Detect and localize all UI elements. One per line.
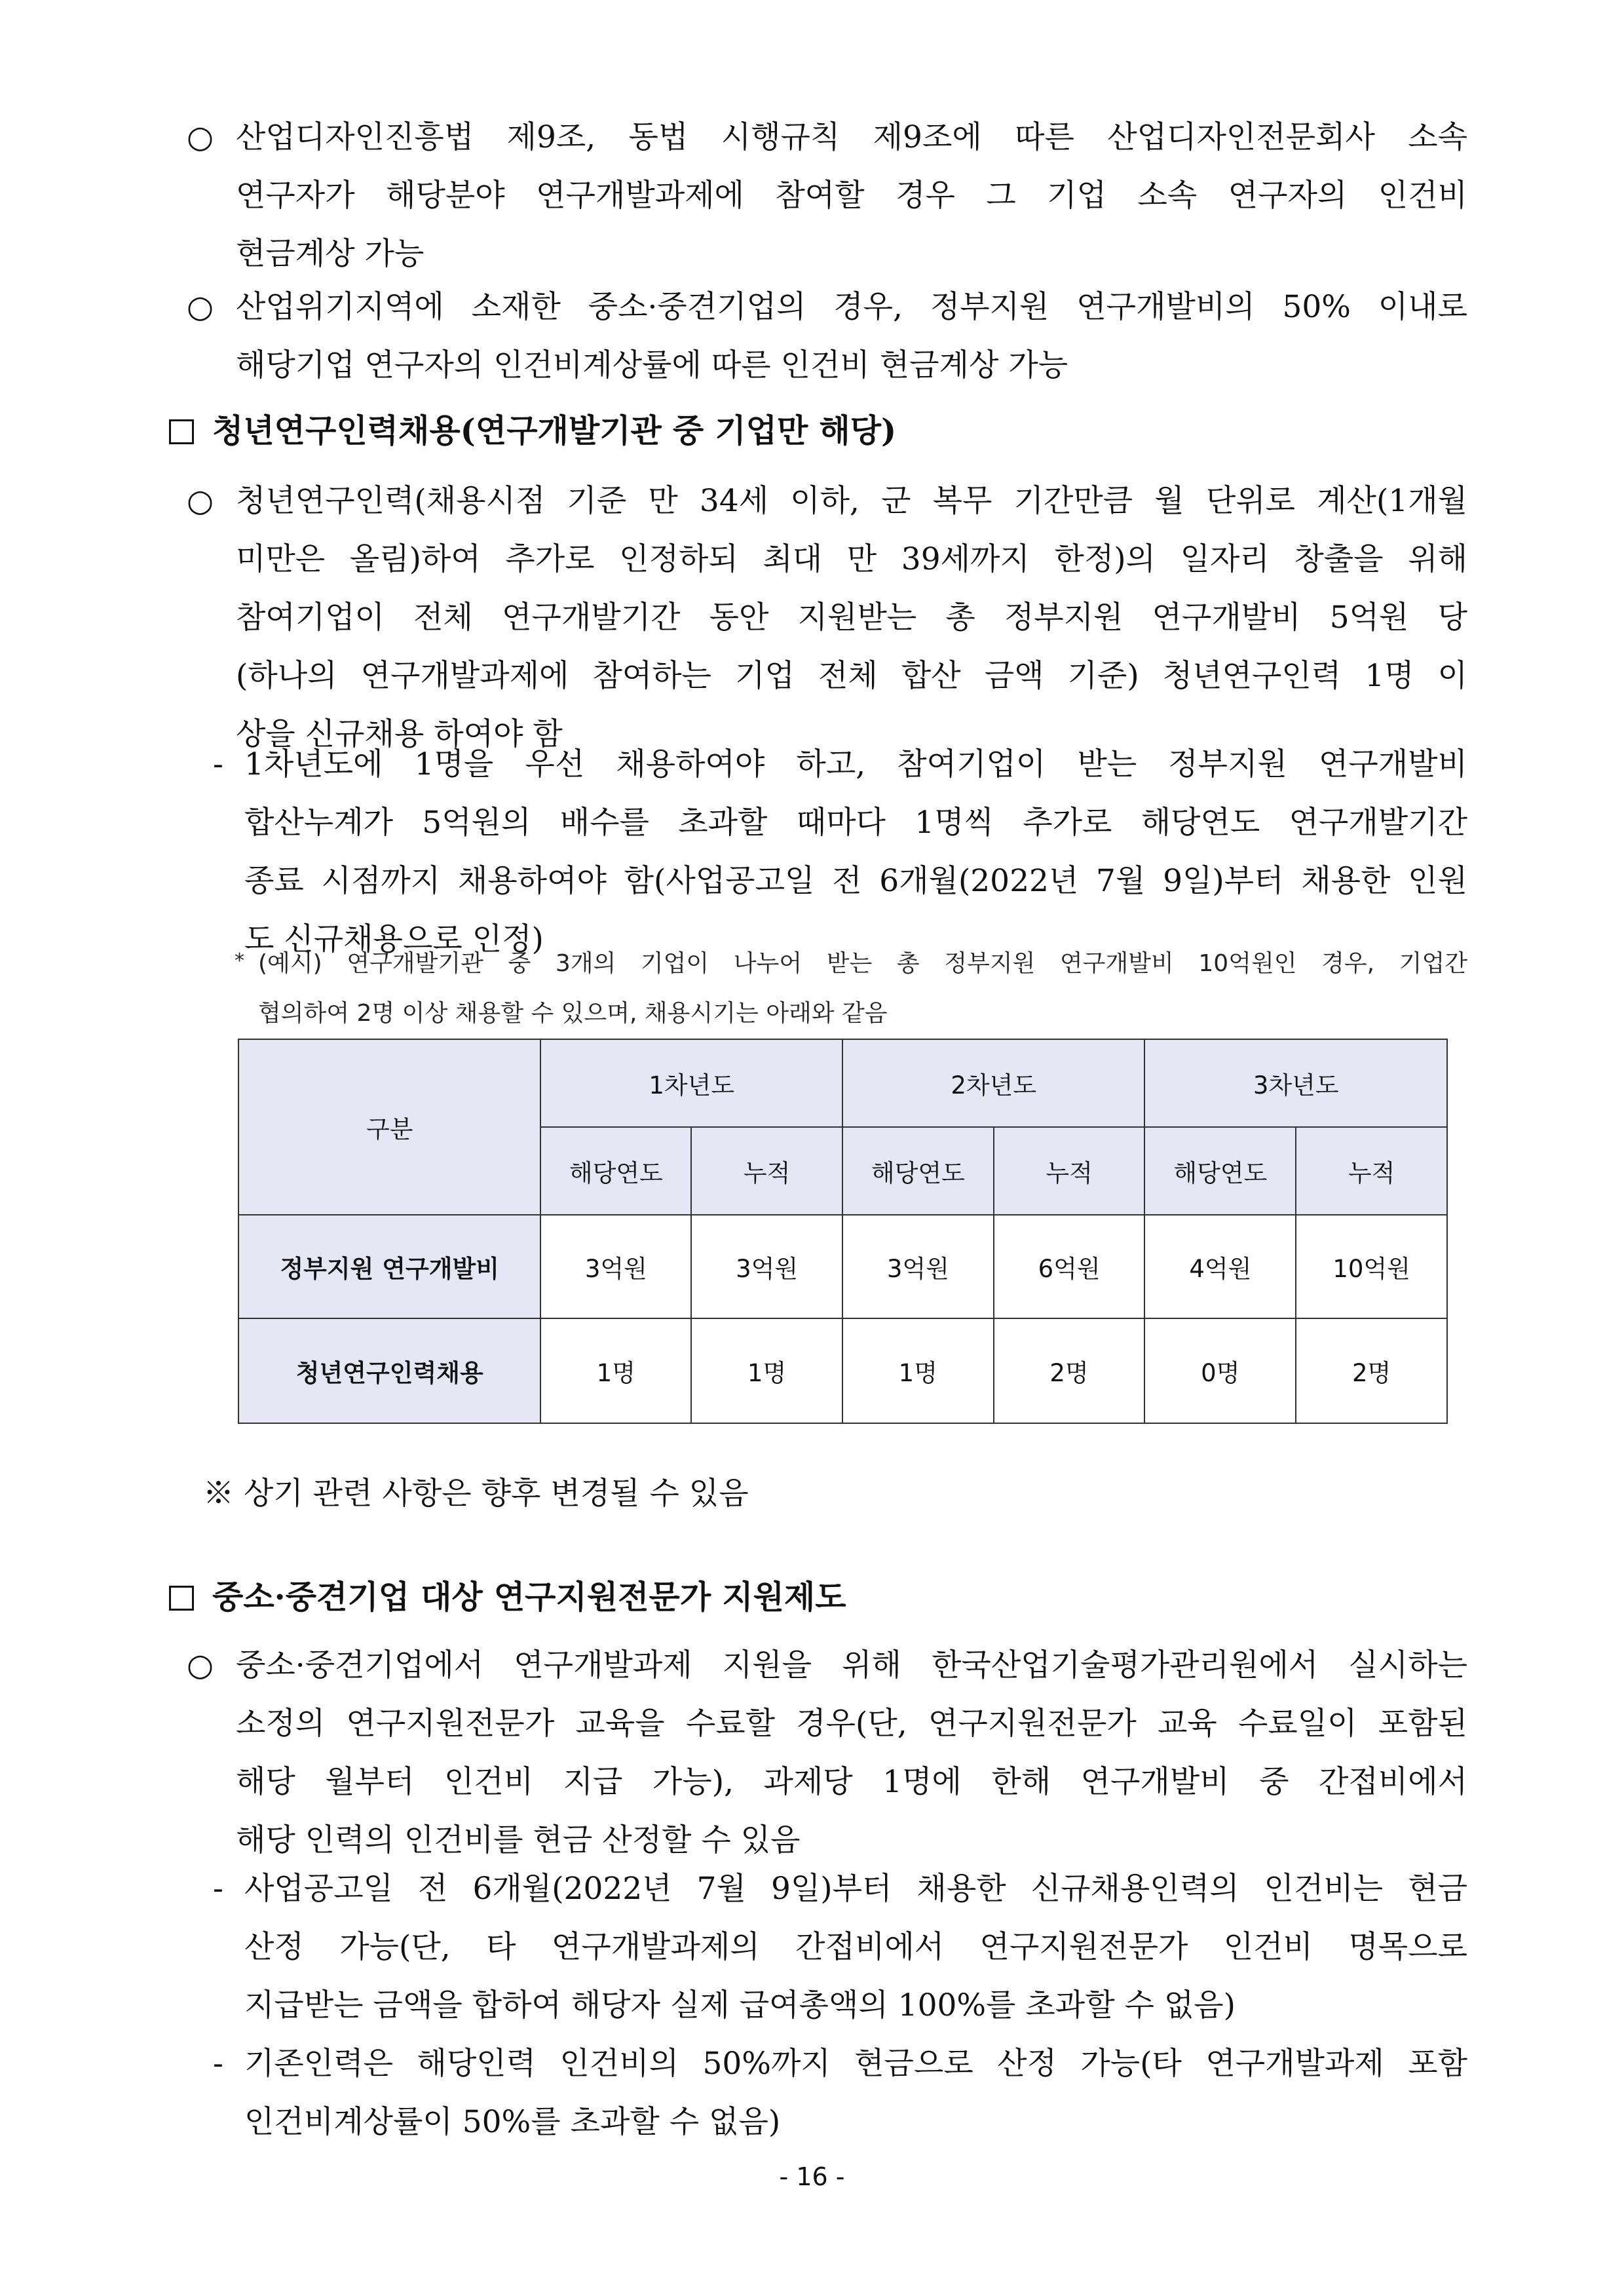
dash-marker: - [213, 2046, 223, 2082]
year-header: 3차년도 [1144, 1039, 1447, 1127]
paragraph-line: 인건비계상률이 50%를 초과할 수 없음) [244, 2104, 781, 2140]
paragraph-line: 기존인력은 해당인력 인건비의 50%까지 현금으로 산정 가능(타 연구개발과제 포함 [244, 2046, 1467, 2082]
checkbox-square-icon [169, 419, 194, 444]
paragraph-line: 해당 월부터 인건비 지급 가능), 과제당 1명에 한해 연구개발비 중 간접비에서 [236, 1764, 1467, 1800]
bullet-marker: ○ [187, 483, 214, 519]
row-label: 청년연구인력채용 [238, 1318, 540, 1423]
youth-hiring-bullet [187, 472, 1467, 763]
paragraph-line: 지급받는 금액을 합하여 해당자 실제 급여총액의 100%를 초과할 수 없음) [244, 1987, 1236, 2023]
heading-text: 중소·중견기업 대상 연구지원전문가 지원제도 [212, 1578, 846, 1616]
dash-marker: - [213, 1871, 223, 1907]
example-note [235, 939, 1467, 1039]
paragraph-line: (하나의 연구개발과제에 참여하는 기업 전체 합산 금액 기준) 청년연구인력 1명 이 [236, 658, 1467, 694]
subheader-current-year: 해당연도 [842, 1127, 994, 1215]
bullet-marker: ○ [187, 119, 214, 155]
paragraph-line: 연구자가 해당분야 연구개발과제에 참여할 경우 그 기업 소속 연구자의 인건비 [236, 178, 1467, 214]
paragraph-line: 종료 시점까지 채용하여야 함(사업공고일 전 6개월(2022년 7월 9일)부터 채용한 인원 [244, 863, 1467, 899]
table-cell: 4억원 [1144, 1215, 1296, 1318]
subheader-cumulative: 누적 [1296, 1127, 1447, 1215]
year-header: 2차년도 [842, 1039, 1145, 1127]
industrial-design-bullet [187, 108, 1467, 283]
sme-new-hire-dash-item [213, 1860, 1467, 2035]
table-cell: 3억원 [842, 1215, 994, 1318]
year-header: 1차년도 [540, 1039, 842, 1127]
table-cell: 2명 [1296, 1318, 1447, 1423]
table-cell: 1명 [691, 1318, 842, 1423]
paragraph-line: 산업위기지역에 소재한 중소·중견기업의 경우, 정부지원 연구개발비의 50% 이내로 [236, 289, 1467, 325]
paragraph-line: 참여기업이 전체 연구개발기간 동안 지원받는 총 정부지원 연구개발비 5억원 당 [236, 600, 1467, 636]
bullet-marker: ○ [187, 289, 214, 325]
table-header-row [238, 1039, 1447, 1127]
youth-hiring-table [238, 1039, 1448, 1424]
sme-support-heading [169, 1574, 846, 1620]
paragraph-line: 해당기업 연구자의 인건비계상률에 따른 인건비 현금계상 가능 [236, 347, 1068, 383]
sme-existing-staff-dash-item [213, 2035, 1467, 2151]
paragraph-line: 현금계상 가능 [236, 236, 425, 272]
row-label: 정부지원 연구개발비 [238, 1215, 540, 1318]
paragraph-line: 소정의 연구지원전문가 교육을 수료할 경우(단, 연구지원전문가 교육 수료일이 포함된 [236, 1706, 1467, 1742]
paragraph-line: 청년연구인력(채용시점 기준 만 34세 이하, 군 복무 기간만큼 월 단위로 계산(1개월 [236, 483, 1467, 519]
paragraph-line: 1차년도에 1명을 우선 채용하여야 하고, 참여기업이 받는 정부지원 연구개발비 [244, 746, 1467, 782]
dash-marker: - [213, 746, 223, 782]
subheader-cumulative: 누적 [691, 1127, 842, 1215]
table-cell: 3억원 [691, 1215, 842, 1318]
note-line: (예시) 연구개발기관 중 3개의 기업이 나누어 받는 총 정부지원 연구개발비 10억원인 경우, 기업간 [258, 950, 1467, 977]
paragraph-line: 중소·중견기업에서 연구개발과제 지원을 위해 한국산업기술평가관리원에서 실시하는 [236, 1647, 1467, 1683]
paragraph-line: 산정 가능(단, 타 연구개발과제의 간접비에서 연구지원전문가 인건비 명목으로 [244, 1929, 1467, 1965]
subheader-cumulative: 누적 [994, 1127, 1145, 1215]
paragraph-line: 미만은 올림)하여 추가로 인정하되 최대 만 39세까지 한정)의 일자리 창출을 위해 [236, 541, 1467, 577]
bullet-marker: ○ [187, 1647, 214, 1683]
table-cell: 2명 [994, 1318, 1145, 1423]
change-notice: ※ 상기 관련 사항은 향후 변경될 수 있음 [203, 1476, 749, 1512]
table-cell: 1명 [842, 1318, 994, 1423]
asterisk-marker: * [235, 949, 244, 972]
sme-support-bullet [187, 1636, 1467, 1869]
table-row [238, 1318, 1447, 1423]
paragraph-line: 해당 인력의 인건비를 현금 산정할 수 있음 [236, 1822, 801, 1858]
table-cell: 10억원 [1296, 1215, 1447, 1318]
table-cell: 0명 [1144, 1318, 1296, 1423]
table-cell: 3억원 [540, 1215, 691, 1318]
note-line: 협의하여 2명 이상 채용할 수 있으며, 채용시기는 아래와 같음 [258, 1000, 888, 1027]
youth-hiring-dash-item [213, 735, 1467, 968]
checkbox-square-icon [169, 1586, 194, 1611]
table-row [238, 1215, 1447, 1318]
youth-hiring-heading [169, 408, 896, 453]
page-number: - 16 - [779, 2162, 845, 2191]
subheader-current-year: 해당연도 [540, 1127, 691, 1215]
paragraph-line: 사업공고일 전 6개월(2022년 7월 9일)부터 채용한 신규채용인력의 인건비는 현금 [244, 1871, 1467, 1907]
heading-text: 청년연구인력채용(연구개발기관 중 기업만 해당) [212, 411, 897, 450]
paragraph-line: 합산누계가 5억원의 배수를 초과할 때마다 1명씩 추가로 해당연도 연구개발기간 [244, 805, 1467, 841]
table-cell: 6억원 [994, 1215, 1145, 1318]
paragraph-line: 도 신규채용으로 인정) [244, 921, 544, 957]
table-cell: 1명 [540, 1318, 691, 1423]
paragraph-line: 산업디자인진흥법 제9조, 동법 시행규칙 제9조에 따른 산업디자인전문회사 소속 [236, 119, 1467, 155]
crisis-region-bullet [187, 278, 1467, 394]
corner-header: 구분 [238, 1039, 540, 1215]
subheader-current-year: 해당연도 [1144, 1127, 1296, 1215]
paragraph-line: 상을 신규채용 하여야 함 [236, 716, 563, 752]
